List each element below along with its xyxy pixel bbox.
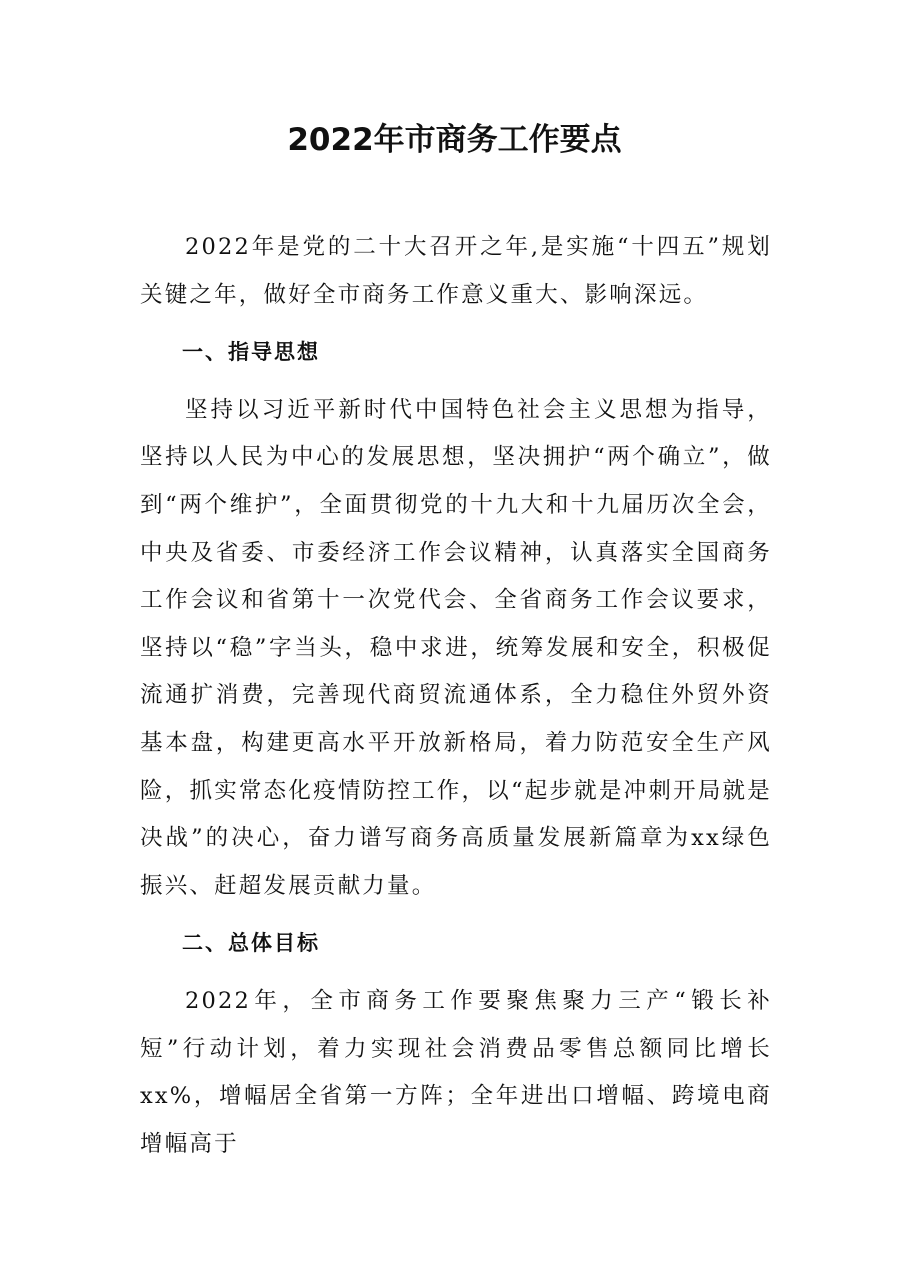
document-body <box>140 224 772 1178</box>
document-title: 2022年市商务工作要点 <box>287 122 622 158</box>
section-heading-overall-goals: 二、总体目标 <box>182 931 320 956</box>
intro-paragraph: 2022年是党的二十大召开之年,是实施“十四五”规划关键之年，做好全市商务工作意义重大、影响深远。 <box>140 234 772 308</box>
section-heading-guiding-ideology: 一、指导思想 <box>182 340 320 365</box>
overall-goals-paragraph: 2022年，全市商务工作要聚焦聚力三产“锻长补短”行动计划，着力实现社会消费品零售总额同比增长xx%，增幅居全省第一方阵；全年进出口增幅、跨境电商增幅高于 <box>140 987 772 1157</box>
guiding-ideology-paragraph: 坚持以习近平新时代中国特色社会主义思想为指导，坚持以人民为中心的发展思想，坚决拥护“两个确立”，做到“两个维护”，全面贯彻党的十九大和十九届历次全会，中央及省委、市委经济工作会议精神，认真落实全国商务工作会议和省第十一次党代会、全省商务工作会议要求，坚持以“稳”字当头，稳中求进，统筹发展和安全，积极促流通扩消费，完善现代商贸流通体系，全力稳住外贸外资基本盘，构建更高水平开放新格局，着力防范安全生产风险，抓实常态化疫情防控工作，以“起步就是冲刺开局就是决战”的决心，奋力谱写商务高质量发展新篇章为xx绿色振兴、赶超发展贡献力量。 <box>140 396 772 899</box>
